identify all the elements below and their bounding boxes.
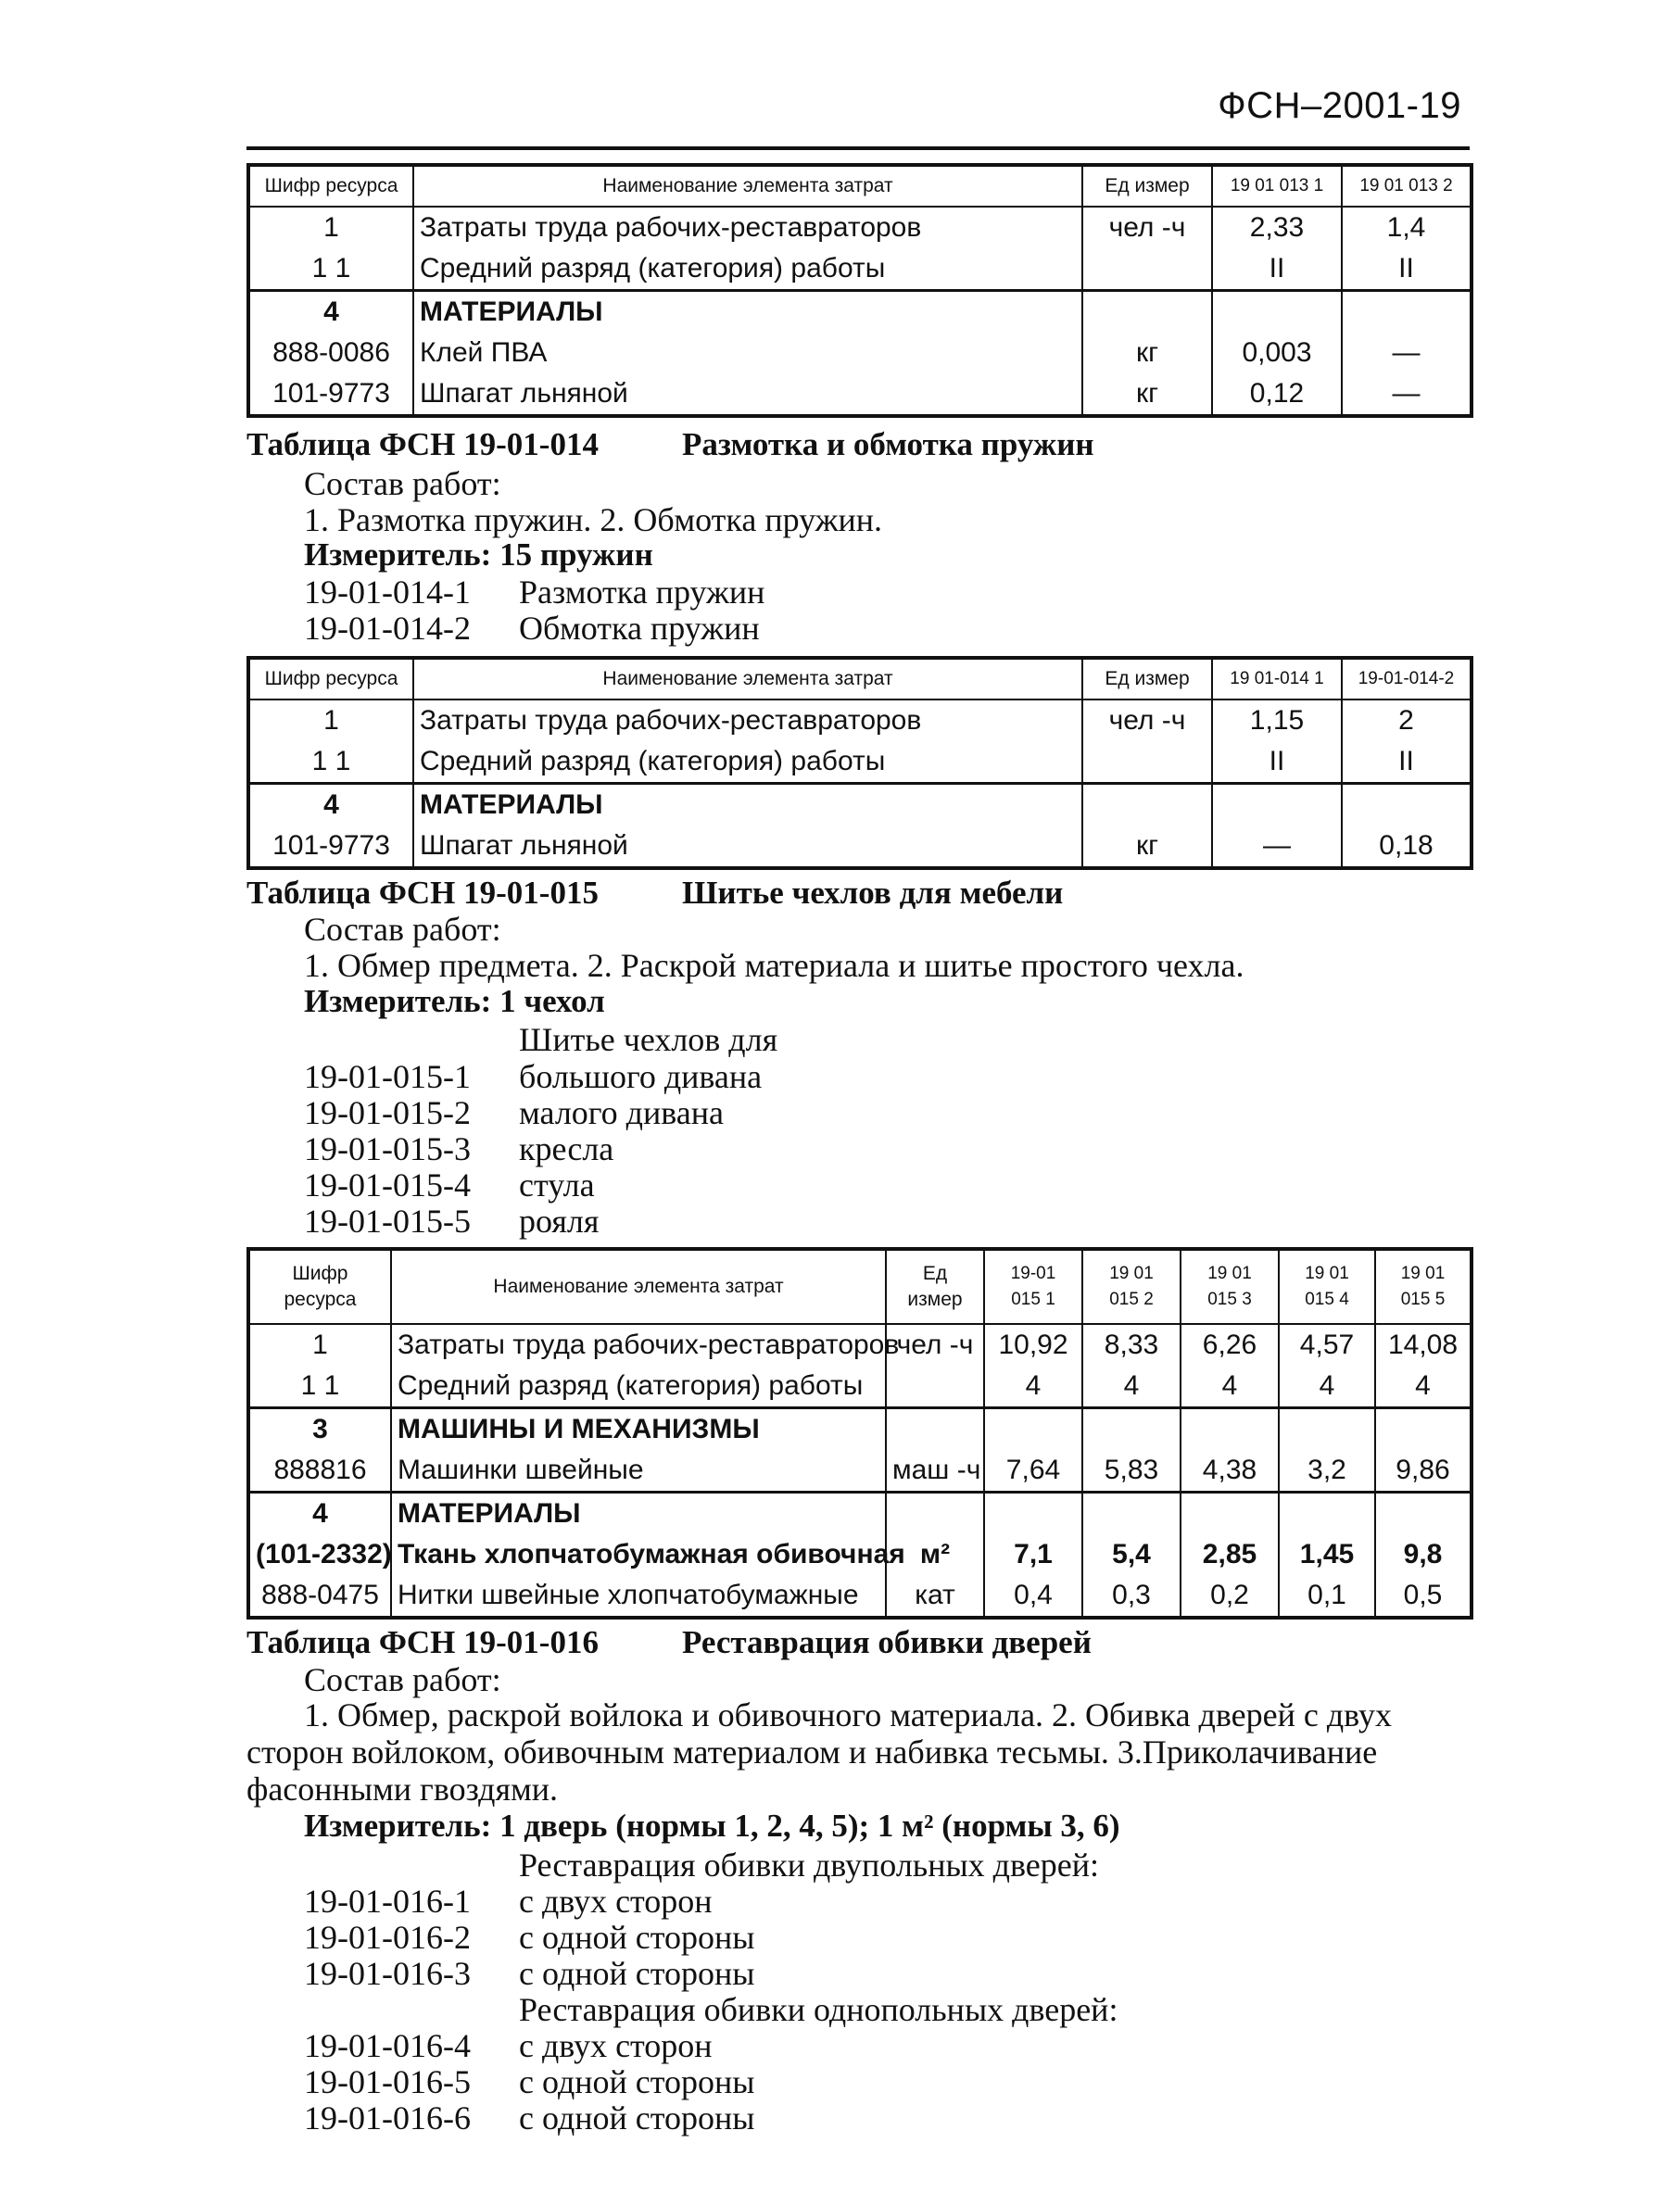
cell-value: 2	[1342, 700, 1472, 741]
cell-unit: кг	[1082, 826, 1212, 868]
norm-item	[304, 1129, 613, 1168]
norm-name: стула	[519, 1166, 595, 1204]
cell-unit	[1082, 784, 1212, 826]
header-cell: Ед измер	[1082, 658, 1212, 700]
document-code-header: ФСН–2001-19	[1218, 85, 1461, 126]
cell-value: 1,45	[1279, 1534, 1375, 1575]
measure-unit: Измеритель: 1 дверь (нормы 1, 2, 4, 5); 1 м² (нормы 3, 6)	[304, 1808, 1120, 1844]
header-text: 015 5	[1400, 1290, 1446, 1309]
cell-code: 1 1	[248, 741, 413, 784]
cell-unit	[1082, 248, 1212, 291]
norm-name: большого дивана	[519, 1058, 763, 1095]
cell-value: 4	[1082, 1366, 1181, 1408]
cell-value: 5,4	[1082, 1534, 1181, 1575]
header-cell-norm	[1375, 1249, 1472, 1324]
cell-code: 4	[248, 291, 413, 334]
cell-code: 1	[248, 700, 413, 741]
table-row	[248, 207, 1472, 248]
cell-value: 0,2	[1181, 1575, 1279, 1618]
cell-unit: кат	[886, 1575, 984, 1618]
header-text: 015 4	[1305, 1290, 1349, 1309]
cell-code: 101-9773	[248, 826, 413, 868]
table-row	[248, 1408, 1472, 1451]
norm-item	[304, 1918, 754, 1957]
cell-value: II	[1212, 248, 1342, 291]
sostav-label: Состав работ:	[304, 465, 501, 502]
works-list: 1. Обмер предмета. 2. Раскрой материала и шитье простого чехла.	[304, 947, 1244, 984]
cell-value	[1181, 1493, 1279, 1535]
sostav-label: Состав работ:	[304, 1661, 501, 1698]
cell-value	[984, 1493, 1082, 1535]
cell-name: Клей ПВА	[413, 333, 1082, 373]
norm-name: с двух сторон	[519, 2027, 713, 2064]
header-text: 19 01	[1207, 1264, 1252, 1283]
cell-code: 4	[248, 1493, 391, 1535]
table-row	[248, 1366, 1472, 1408]
cell-value: —	[1342, 373, 1472, 416]
norm-item	[304, 2099, 754, 2137]
norm-item	[304, 2026, 713, 2065]
norm-code: 19-01-015-4	[304, 1166, 471, 1204]
norm-name: Размотка пружин	[519, 574, 765, 611]
norm-item	[304, 1202, 599, 1241]
header-text: Ед	[922, 1263, 948, 1284]
norm-item	[304, 609, 760, 648]
cell-value	[1375, 1408, 1472, 1451]
header-cell: Наименование элемента затрат	[391, 1249, 886, 1324]
cell-value	[1279, 1493, 1375, 1535]
table-header-row	[248, 658, 1472, 700]
table-row	[248, 1575, 1472, 1618]
cell-value: 0,003	[1212, 333, 1342, 373]
cell-value: 14,08	[1375, 1324, 1472, 1366]
cell-code: 888816	[248, 1450, 391, 1493]
cell-value: 4	[1279, 1366, 1375, 1408]
header-text: 015 1	[1011, 1290, 1055, 1309]
norm-code: 19-01-015-1	[304, 1058, 471, 1095]
cell-code: 4	[248, 784, 413, 826]
table-row	[248, 1534, 1472, 1575]
cell-value	[1181, 1408, 1279, 1451]
norm-item	[304, 1093, 724, 1132]
table-19-01-014	[246, 656, 1473, 870]
header-cell-code	[248, 1249, 391, 1324]
header-text: Шифр	[292, 1263, 348, 1284]
cell-value: —	[1342, 333, 1472, 373]
header-text: измер	[907, 1289, 963, 1310]
cell-name: МАШИНЫ И МЕХАНИЗМЫ	[391, 1408, 886, 1451]
cell-value: 2,85	[1181, 1534, 1279, 1575]
cell-value	[1342, 784, 1472, 826]
cell-value: —	[1212, 826, 1342, 868]
header-cell: Шифр ресурса	[248, 658, 413, 700]
cell-name: Средний разряд (категория) работы	[391, 1366, 886, 1408]
norm-code: 19-01-016-6	[304, 2099, 471, 2137]
cell-value: 4,57	[1279, 1324, 1375, 1366]
table-row	[248, 291, 1472, 334]
cell-unit: кг	[1082, 373, 1212, 416]
cell-name: Средний разряд (категория) работы	[413, 741, 1082, 784]
cell-value	[1212, 291, 1342, 334]
table-19-01-013	[246, 163, 1473, 418]
table-row	[248, 741, 1472, 784]
header-text: 19 01	[1400, 1264, 1446, 1283]
norm-code: 19-01-016-4	[304, 2027, 471, 2064]
cell-value: 0,12	[1212, 373, 1342, 416]
cell-code: 888-0475	[248, 1575, 391, 1618]
header-rule	[246, 146, 1470, 150]
norm-name: кресла	[519, 1130, 614, 1167]
cell-value	[1082, 1408, 1181, 1451]
norm-item	[304, 2062, 754, 2101]
norm-name: Обмотка пружин	[519, 610, 760, 647]
group-label: Реставрация обивки двупольных дверей:	[519, 1847, 1099, 1884]
header-cell-norm	[1181, 1249, 1279, 1324]
table-row	[248, 333, 1472, 373]
cell-value: 0,4	[984, 1575, 1082, 1618]
works-list: 1. Размотка пружин. 2. Обмотка пружин.	[304, 501, 883, 538]
cell-value: 7,64	[984, 1450, 1082, 1493]
table-row	[248, 1324, 1472, 1366]
table-header-row	[248, 165, 1472, 207]
cell-value: 9,8	[1375, 1534, 1472, 1575]
cell-value: 4	[984, 1366, 1082, 1408]
table-row	[248, 1450, 1472, 1493]
header-cell: 19 01 013 2	[1342, 165, 1472, 207]
norm-code: 19-01-015-2	[304, 1094, 471, 1131]
cell-unit	[886, 1408, 984, 1451]
header-cell: 19-01-014-2	[1342, 658, 1472, 700]
cell-value: II	[1342, 741, 1472, 784]
table-title: Размотка и обмотка пружин	[682, 426, 1094, 462]
norm-name: с одной стороны	[519, 1919, 755, 1956]
cell-unit	[1082, 291, 1212, 334]
cell-unit: чел -ч	[1082, 700, 1212, 741]
cell-name: МАТЕРИАЛЫ	[413, 784, 1082, 826]
header-cell-norm	[984, 1249, 1082, 1324]
table-row	[248, 248, 1472, 291]
cell-code: 1	[248, 1324, 391, 1366]
norm-item	[304, 1166, 595, 1204]
table-row	[248, 373, 1472, 416]
header-cell-unit	[886, 1249, 984, 1324]
cell-name: Машинки швейные	[391, 1450, 886, 1493]
works-paragraph: 1. Обмер, раскрой войлока и обивочного материала. 2. Обивка дверей с двух сторон войлоком, обивочным материалом и набивка тесьмы. 3.Приколачивание фасонными гвоздями.	[246, 1696, 1392, 1808]
cell-value: 0,5	[1375, 1575, 1472, 1618]
norm-code: 19-01-015-3	[304, 1130, 471, 1167]
norm-item	[304, 1057, 762, 1096]
norm-name: с одной стороны	[519, 1955, 755, 1992]
cell-name: Затраты труда рабочих-реставраторов	[413, 700, 1082, 741]
header-text: ресурса	[284, 1289, 357, 1310]
cell-value	[1279, 1408, 1375, 1451]
cell-value: II	[1212, 741, 1342, 784]
header-cell: Наименование элемента затрат	[413, 165, 1082, 207]
cell-value: 4	[1375, 1366, 1472, 1408]
cell-value	[1212, 784, 1342, 826]
cell-value: 5,83	[1082, 1450, 1181, 1493]
cell-value: 4,38	[1181, 1450, 1279, 1493]
header-text: 19 01	[1109, 1264, 1154, 1283]
cell-code: 3	[248, 1408, 391, 1451]
cell-value: 0,3	[1082, 1575, 1181, 1618]
cell-value: 10,92	[984, 1324, 1082, 1366]
norm-code: 19-01-014-1	[304, 574, 471, 611]
norm-code: 19-01-016-1	[304, 1883, 471, 1920]
norm-code: 19-01-014-2	[304, 610, 471, 647]
cell-value: 7,1	[984, 1534, 1082, 1575]
cell-value: 1,4	[1342, 207, 1472, 248]
cell-name: Затраты труда рабочих-реставраторов	[413, 207, 1082, 248]
header-cell-norm	[1082, 1249, 1181, 1324]
cell-name: МАТЕРИАЛЫ	[413, 291, 1082, 334]
header-cell: Наименование элемента затрат	[413, 658, 1082, 700]
cell-code: 1 1	[248, 248, 413, 291]
cell-name: МАТЕРИАЛЫ	[391, 1493, 886, 1535]
norm-name: с двух сторон	[519, 1883, 713, 1920]
cell-value: 6,26	[1181, 1324, 1279, 1366]
cell-value: 3,2	[1279, 1450, 1375, 1493]
table-number: Таблица ФСН 19-01-016	[246, 1624, 599, 1660]
cell-value: 8,33	[1082, 1324, 1181, 1366]
cell-value: 0,18	[1342, 826, 1472, 868]
header-cell: 19 01 013 1	[1212, 165, 1342, 207]
norm-name: рояля	[519, 1203, 600, 1240]
section-title-015	[246, 875, 1063, 912]
group-label: Реставрация обивки однопольных дверей:	[519, 1991, 1118, 2028]
cell-value	[1342, 291, 1472, 334]
cell-value: 1,15	[1212, 700, 1342, 741]
header-text: 015 3	[1207, 1290, 1252, 1309]
table-row	[248, 784, 1472, 826]
norm-item	[304, 1882, 713, 1921]
norm-name: с одной стороны	[519, 2099, 755, 2137]
sostav-label: Состав работ:	[304, 911, 501, 948]
cell-code: (101-2332)	[248, 1534, 391, 1575]
group-label: Шитье чехлов для	[519, 1021, 778, 1058]
cell-value	[1375, 1493, 1472, 1535]
table-title: Шитье чехлов для мебели	[682, 875, 1064, 911]
section-title-016	[246, 1624, 1092, 1661]
norm-item	[304, 573, 764, 611]
header-cell: 19 01-014 1	[1212, 658, 1342, 700]
norm-name: с одной стороны	[519, 2063, 755, 2100]
table-number: Таблица ФСН 19-01-014	[246, 426, 599, 462]
header-text: 19-01	[1010, 1264, 1056, 1283]
cell-unit	[1082, 741, 1212, 784]
table-title: Реставрация обивки дверей	[682, 1624, 1092, 1660]
table-row	[248, 826, 1472, 868]
table-number: Таблица ФСН 19-01-015	[246, 875, 599, 911]
cell-unit	[886, 1366, 984, 1408]
cell-name: Затраты труда рабочих-реставраторов	[391, 1324, 886, 1366]
header-cell: Ед измер	[1082, 165, 1212, 207]
header-text: 015 2	[1109, 1290, 1154, 1309]
norm-item	[304, 1954, 754, 1993]
cell-unit: чел -ч	[1082, 207, 1212, 248]
norm-name: малого дивана	[519, 1094, 724, 1131]
table-row	[248, 700, 1472, 741]
measure-unit: Измеритель: 1 чехол	[304, 983, 605, 1019]
header-cell: Шифр ресурса	[248, 165, 413, 207]
norm-code: 19-01-015-5	[304, 1203, 471, 1240]
cell-name: Шпагат льняной	[413, 373, 1082, 416]
norm-code: 19-01-016-5	[304, 2063, 471, 2100]
measure-unit: Измеритель: 15 пружин	[304, 536, 653, 573]
cell-code: 888-0086	[248, 333, 413, 373]
cell-code: 101-9773	[248, 373, 413, 416]
cell-name: Ткань хлопчатобумажная обивочная	[391, 1534, 886, 1575]
cell-value: 2,33	[1212, 207, 1342, 248]
table-row	[248, 1493, 1472, 1535]
cell-code: 1	[248, 207, 413, 248]
cell-unit: маш -ч	[886, 1450, 984, 1493]
cell-value: 0,1	[1279, 1575, 1375, 1618]
norm-code: 19-01-016-3	[304, 1955, 471, 1992]
cell-code: 1 1	[248, 1366, 391, 1408]
norm-code: 19-01-016-2	[304, 1919, 471, 1956]
cell-value: 9,86	[1375, 1450, 1472, 1493]
cell-value	[984, 1408, 1082, 1451]
header-text: 19 01	[1305, 1264, 1349, 1283]
cell-value: II	[1342, 248, 1472, 291]
cell-name: Нитки швейные хлопчатобумажные	[391, 1575, 886, 1618]
header-cell-norm	[1279, 1249, 1375, 1324]
table-header-row	[248, 1249, 1472, 1324]
cell-unit: кг	[1082, 333, 1212, 373]
table-19-01-015	[246, 1247, 1473, 1620]
cell-unit	[886, 1493, 984, 1535]
cell-value: 4	[1181, 1366, 1279, 1408]
section-title-014	[246, 426, 1094, 463]
cell-name: Шпагат льняной	[413, 826, 1082, 868]
cell-value	[1082, 1493, 1181, 1535]
cell-unit: м²	[886, 1534, 984, 1575]
cell-name: Средний разряд (категория) работы	[413, 248, 1082, 291]
cell-unit: чел -ч	[886, 1324, 984, 1366]
